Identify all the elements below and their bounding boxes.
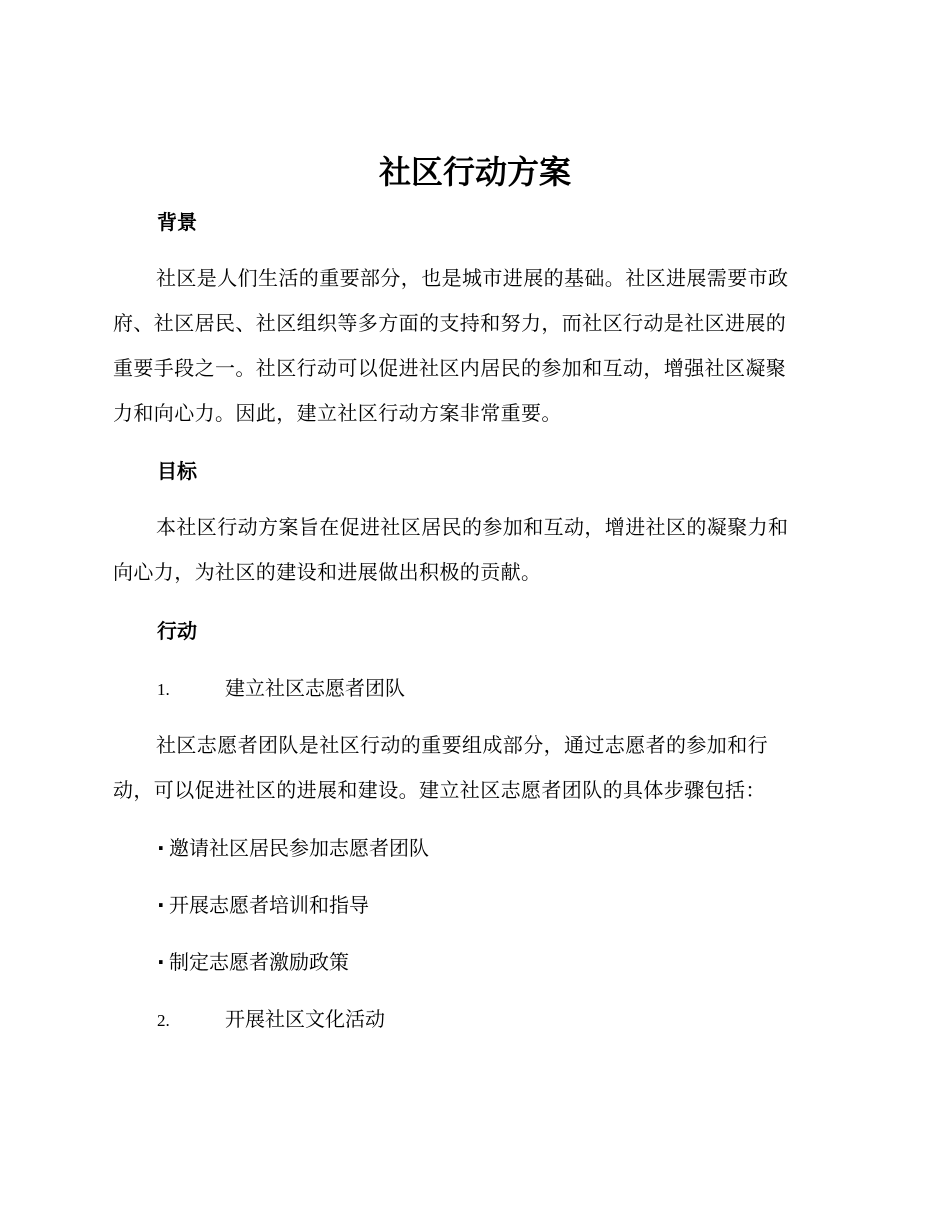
bullet-icon: · (157, 893, 165, 917)
paragraph-line: 向心力，为社区的建设和进展做出积极的贡献。 (113, 560, 542, 584)
background-paragraph (113, 256, 833, 436)
paragraph-line: 府、社区居民、社区组织等多方面的支持和努力，而社区行动是社区进展的 (113, 311, 787, 335)
section-heading-goal: 目标 (157, 459, 197, 483)
volunteer-paragraph (113, 723, 833, 813)
item-number: 2. (157, 1011, 170, 1030)
numbered-item-2 (157, 1005, 385, 1033)
numbered-item-1 (157, 674, 405, 702)
section-heading-background: 背景 (157, 210, 197, 234)
paragraph-line: 动，可以促进社区的进展和建设。建立社区志愿者团队的具体步骤包括： (113, 778, 766, 802)
paragraph-line: 社区是人们生活的重要部分，也是城市进展的基础。社区进展需要市政 (156, 266, 789, 290)
paragraph-line: 社区志愿者团队是社区行动的重要组成部分，通过志愿者的参加和行 (156, 733, 768, 757)
paragraph-line: 力和向心力。因此，建立社区行动方案非常重要。 (113, 401, 562, 425)
section-heading-actions: 行动 (157, 619, 197, 643)
bullet-text: 制定志愿者激励政策 (169, 950, 349, 974)
paragraph-line: 重要手段之一。社区行动可以促进社区内居民的参加和互动，增强社区凝聚 (113, 356, 787, 380)
bullet-item (157, 891, 369, 919)
paragraph-line: 本社区行动方案旨在促进社区居民的参加和互动，增进社区的凝聚力和 (156, 515, 789, 539)
item-label: 建立社区志愿者团队 (225, 676, 405, 700)
bullet-text: 邀请社区居民参加志愿者团队 (169, 836, 429, 860)
goal-paragraph (113, 505, 833, 595)
bullet-text: 开展志愿者培训和指导 (169, 893, 369, 917)
bullet-item (157, 834, 429, 862)
item-number: 1. (157, 680, 170, 699)
document-title: 社区行动方案 (378, 153, 571, 191)
bullet-item (157, 948, 349, 976)
item-label: 开展社区文化活动 (225, 1007, 385, 1031)
bullet-icon: · (157, 836, 165, 860)
bullet-icon: · (157, 950, 165, 974)
